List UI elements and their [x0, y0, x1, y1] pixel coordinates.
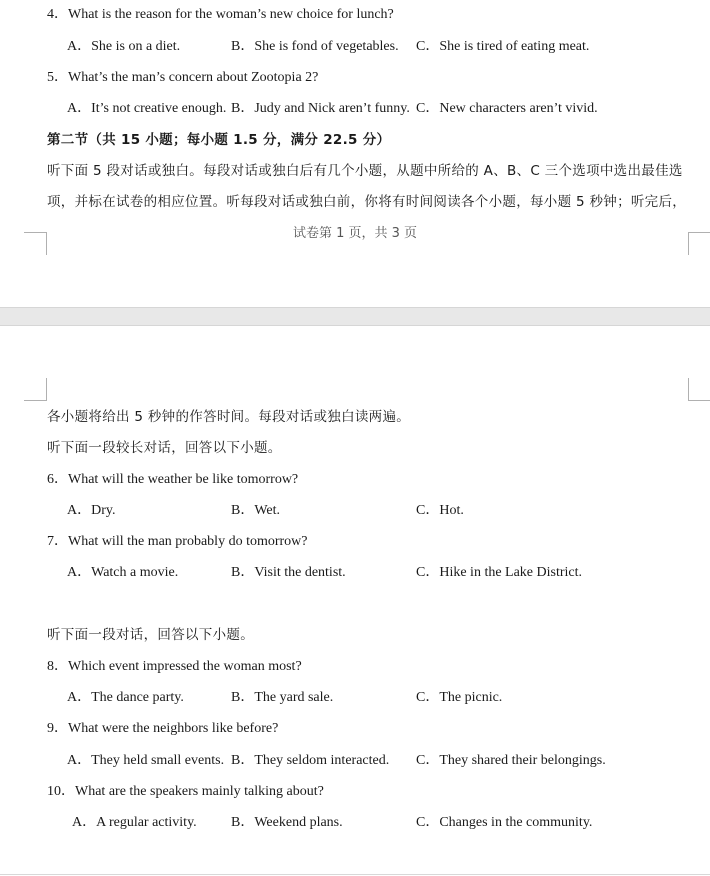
q5-option-b: B．Judy and Nick aren’t funny.: [231, 101, 410, 116]
question-10: 10．What are the speakers mainly talking about?: [47, 784, 324, 799]
page-separator: [0, 307, 710, 326]
crop-mark-bottom-left: [24, 232, 47, 255]
q7-option-b: B．Visit the dentist.: [231, 565, 346, 580]
question-8: 8．Which event impressed the woman most?: [47, 659, 302, 674]
question-7: 7．What will the man probably do tomorrow?: [47, 534, 308, 549]
dialogue-intro-2: 听下面一段对话，回答以下小题。: [47, 627, 254, 643]
page-footer: 试卷第 1 页，共 3 页: [292, 226, 418, 241]
q10-option-b: B．Weekend plans.: [231, 815, 343, 830]
instruction-line-1: 听下面 5 段对话或独白。每段对话或独白后有几个小题，从题中所给的 A、B、C 三个选项中选出最佳选: [47, 163, 683, 179]
q4-option-b: B．She is fond of vegetables.: [231, 39, 399, 54]
dialogue-intro-1: 听下面一段较长对话，回答以下小题。: [47, 440, 282, 456]
q6-option-a: A．Dry.: [67, 503, 116, 518]
crop-mark-bottom-right: [688, 232, 710, 255]
q10-option-a: A．A regular activity.: [72, 815, 197, 830]
q8-option-a: A．The dance party.: [67, 690, 184, 705]
question-5: 5．What’s the man’s concern about Zootopia 2?: [47, 70, 319, 85]
instruction-continued: 各小题将给出 5 秒钟的作答时间。每段对话或独白读两遍。: [47, 409, 411, 425]
page-2: [0, 326, 710, 876]
q7-option-a: A．Watch a movie.: [67, 565, 179, 580]
q6-option-b: B．Wet.: [231, 503, 281, 518]
crop-mark-top-left: [24, 378, 47, 401]
q9-option-b: B．They seldom interacted.: [231, 753, 390, 768]
instruction-line-2: 项，并标在试卷的相应位置。听每段对话或独白前，你将有时间阅读各个小题，每小题 5 秒钟；听完后，: [47, 194, 687, 210]
q9-option-c: C．They shared their belongings.: [416, 753, 606, 768]
q6-option-c: C．Hot.: [416, 503, 464, 518]
question-4: 4．What is the reason for the woman’s new choice for lunch?: [47, 7, 394, 22]
q10-option-c: C．Changes in the community.: [416, 815, 593, 830]
question-6: 6．What will the weather be like tomorrow?: [47, 472, 299, 487]
page-1: [0, 0, 710, 307]
q8-option-c: C．The picnic.: [416, 690, 503, 705]
crop-mark-top-right: [688, 378, 710, 401]
page-bottom-rule: [0, 874, 710, 875]
section-heading: 第二节（共 15 小题；每小题 1.5 分，满分 22.5 分）: [47, 132, 391, 148]
q8-option-b: B．The yard sale.: [231, 690, 334, 705]
q5-option-c: C．New characters aren’t vivid.: [416, 101, 598, 116]
q4-option-a: A．She is on a diet.: [67, 39, 181, 54]
q4-option-c: C．She is tired of eating meat.: [416, 39, 590, 54]
question-9: 9．What were the neighbors like before?: [47, 721, 279, 736]
q5-option-a: A．It’s not creative enough.: [67, 101, 227, 116]
q9-option-a: A．They held small events.: [67, 753, 225, 768]
q7-option-c: C．Hike in the Lake District.: [416, 565, 583, 580]
